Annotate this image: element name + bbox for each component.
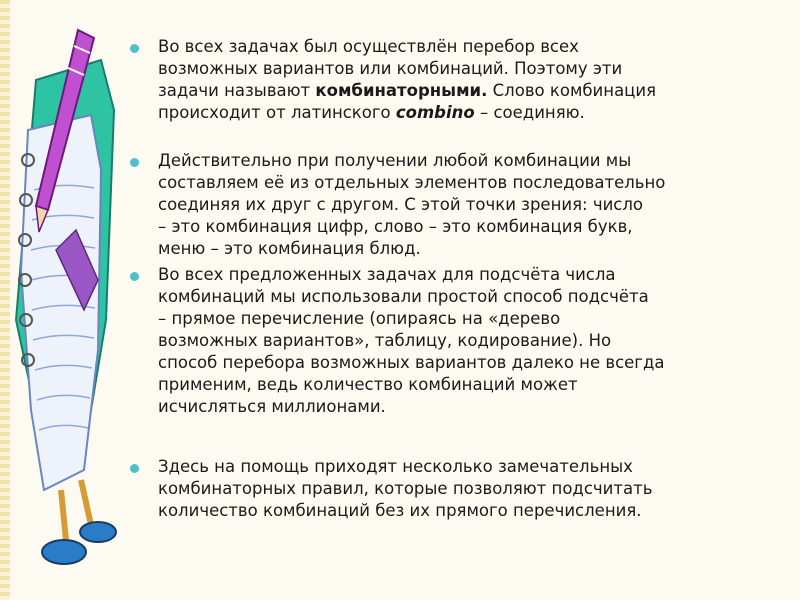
paragraph-line: Во всех предложенных задачах для подсчёта числа [158,265,616,284]
paragraph-line [158,80,778,102]
text-span: происходит от латинского [158,103,396,122]
paragraph-line: комбинаций мы использовали простой способ подсчёта [158,287,649,306]
paragraph-line: – прямое перечисление (опираясь на «дерево [158,309,561,328]
teal-bullet-icon [130,272,139,281]
text-content [128,36,778,522]
paragraph-line: исчисляться миллионами. [158,397,386,416]
paragraph-line: меню – это комбинация блюд. [158,239,421,258]
paragraph-line: соединяя их друг с другом. С этой точки зрения: число [158,195,644,214]
text-span: – соединяю. [474,103,585,122]
paragraph-line: Здесь на помощь приходят несколько замечательных [158,457,633,476]
paragraph-line: Во всех задачах был осуществлён перебор всех [158,37,579,56]
paragraph-3 [128,264,778,418]
paragraph-line: количество комбинаций без их прямого перечисления. [158,501,642,520]
paragraph-line: составляем её из отдельных элементов последовательно [158,173,666,192]
paragraph-line: возможных вариантов», таблицу, кодирование). Но [158,331,612,350]
teal-bullet-icon [130,464,139,473]
paragraph-line [158,102,778,124]
emphasis-bold: комбинаторными. [315,81,488,100]
paragraph-2 [128,150,778,260]
paragraph-line: Действительно при получении любой комбинации мы [158,151,632,170]
teal-bullet-icon [130,158,139,167]
paragraph-4 [128,456,778,522]
text-span: Слово комбинация [487,81,657,100]
paragraph-line: применим, ведь количество комбинаций может [158,375,578,394]
paragraph-line: комбинаторных правил, которые позволяют подсчитать [158,479,653,498]
paragraph-line: способ перебора возможных вариантов далеко не всегда [158,353,665,372]
paragraph-1 [128,36,778,124]
paragraph-line: возможных вариантов или комбинаций. Поэтому эти [158,59,623,78]
paragraph-line: – это комбинация цифр, слово – это комбинация букв, [158,217,633,236]
emphasis-italic: combino [395,103,475,122]
notebook-pen-clipart [6,20,121,580]
teal-bullet-icon [130,44,139,53]
text-span: задачи называют [158,81,316,100]
